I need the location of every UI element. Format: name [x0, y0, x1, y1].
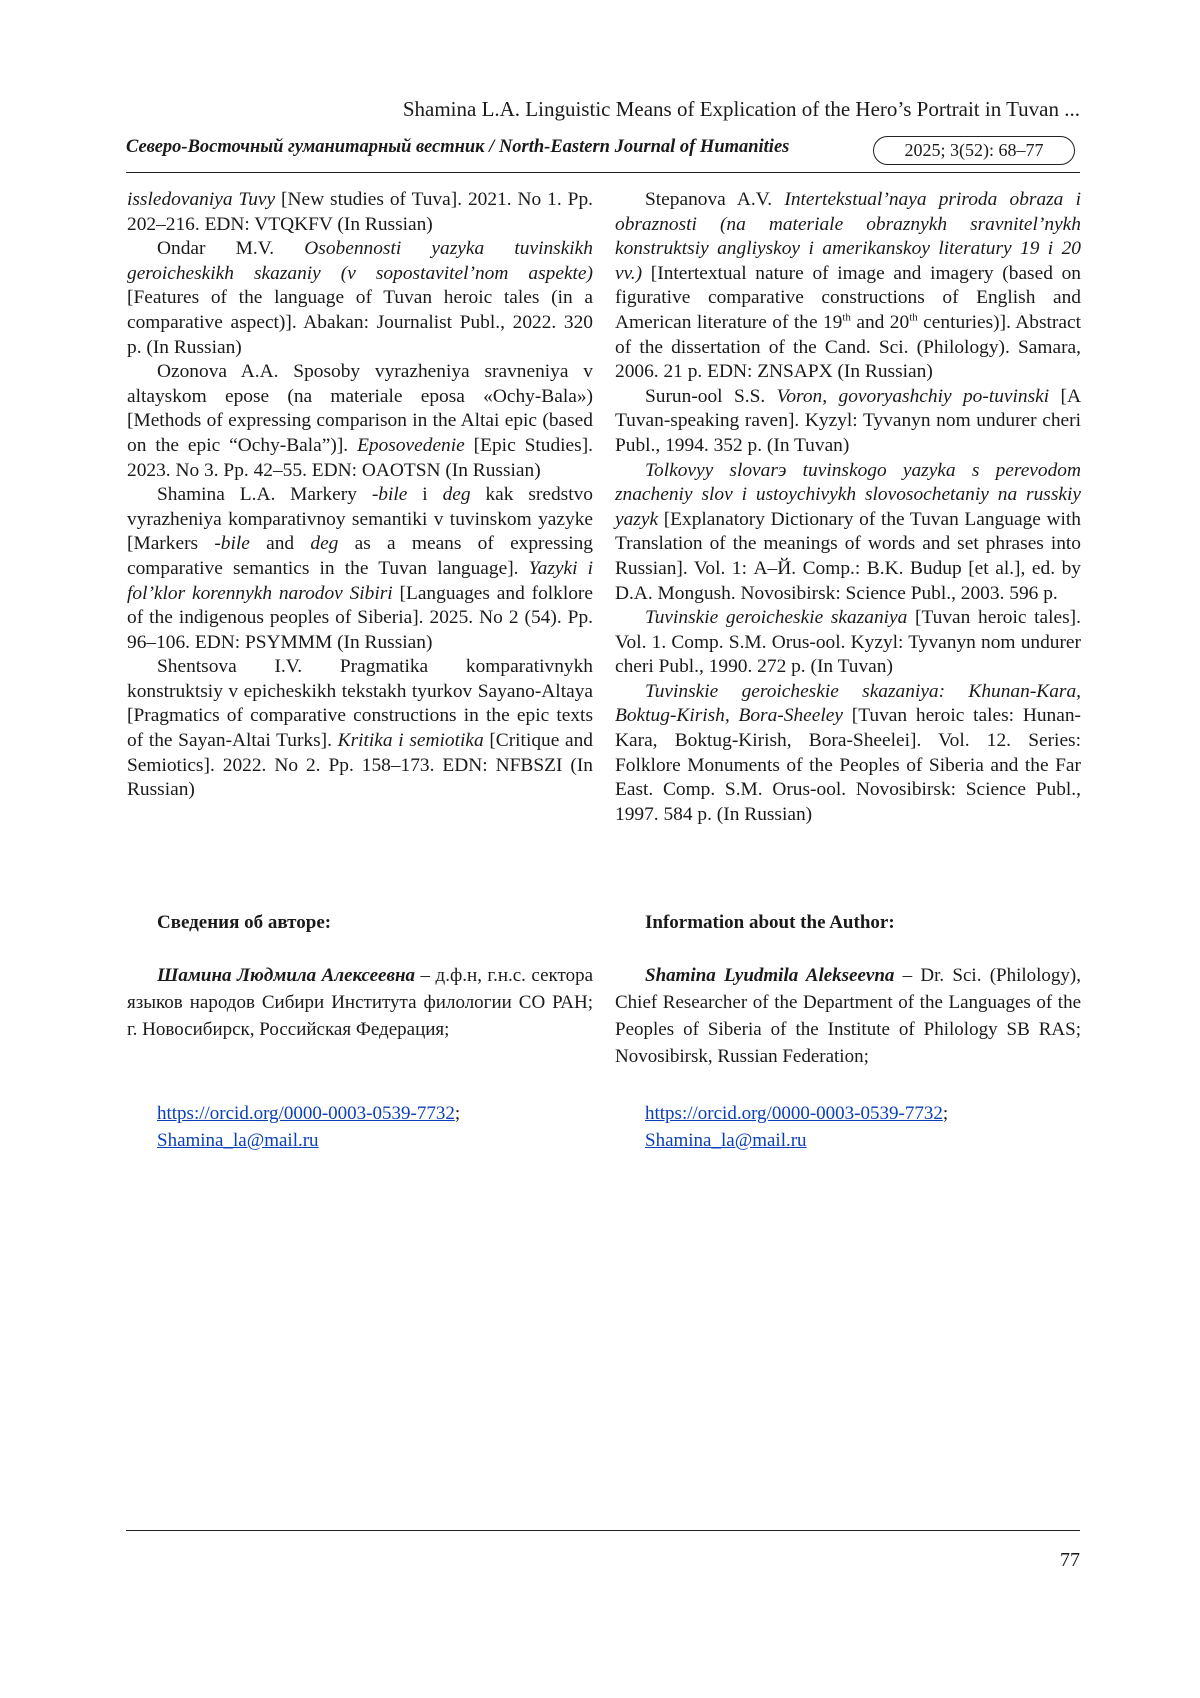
references-right-column	[615, 188, 1081, 827]
header-divider	[126, 172, 1080, 173]
orcid-link[interactable]: https://orcid.org/0000-0003-0539-7732	[157, 1103, 455, 1124]
references-left-column	[127, 188, 593, 803]
author-links-ru: https://orcid.org/0000-0003-0539-7732; Shamina_la@mail.ru	[157, 1103, 461, 1151]
issue-badge: 2025; 3(52): 68–77	[873, 136, 1075, 165]
author-heading-en: Information about the Author:	[645, 912, 895, 933]
reference-item: Tuvinskie geroicheskie skazaniya: Khunan-Kara, Boktug-Kirish, Bora-Sheeley [Tuvan heroic tales: Hunan-Kara, Boktug-Kirish, Bora-Sheelei]. Vol. 12. Series: Folklore Monuments of the Peoples of Siberia and the Far East. Comp. S.M. Orus-ool. Novosibirsk: Science Publ., 1997. 584 p. (In Russian)	[615, 680, 1081, 825]
author-info-ru: Шамина Людмила Алексеевна – д.ф.н, г.н.с. сектора языков народов Сибири Института филологии СО РАН; г. Новосибирск, Российская Федерация;	[127, 965, 593, 1040]
reference-item: Shentsova I.V. Pragmatika komparativnykh konstruktsiy v epicheskikh tekstakh tyurkov Sayano-Altaya [Pragmatics of comparative constructions in the epic texts of the Sayan-Altai Turks]. Kritika i semiotika [Critique and Semiotics]. 2022. No 2. Pp. 158–173. EDN: NFBSZI (In Russian)	[127, 656, 594, 801]
reference-item: Tuvinskie geroicheskie skazaniya [Tuvan heroic tales]. Vol. 1. Comp. S.M. Orus-ool. Kyzyl: Tyvanyn nom undurer cheri Publ., 1990. 272 p. (In Tuvan)	[615, 607, 1081, 678]
journal-title: Северо-Восточный гуманитарный вестник / North-Eastern Journal of Humanities	[126, 137, 790, 157]
reference-item: Ozonova A.A. Sposoby vyrazheniya sravneniya v altayskom epose (na materiale eposa «Ochy-Bala») [Methods of expressing comparison in the Altai epic (based on the epic “Ochy-Bala”)]. Eposovedenie [Epic Studies]. 2023. No 3. Pp. 42–55. EDN: OAOTSN (In Russian)	[127, 361, 594, 481]
email-link[interactable]: Shamina_la@mail.ru	[157, 1130, 319, 1151]
orcid-link[interactable]: https://orcid.org/0000-0003-0539-7732	[645, 1103, 943, 1124]
reference-item: issledovaniya Tuvy [New studies of Tuva]. 2021. No 1. Pp. 202–216. EDN: VTQKFV (In Russian)	[127, 189, 593, 235]
footer-divider	[126, 1530, 1080, 1531]
reference-item: Tolkovyy slovarэ tuvinskogo yazyka s perevodom znacheniy slov i ustoychivykh slovosochetaniy na russkiy yazyk [Explanatory Dictionary of the Tuvan Language with Translation of the meanings of words and set phrases into Russian]. Vol. 1: А–Й. Comp.: B.K. Budup [et al.], ed. by D.A. Mongush. Novosibirsk: Science Publ., 2003. 596 p.	[615, 459, 1081, 604]
reference-item: Shamina L.A. Markery -bile i deg kak sredstvo vyrazheniya komparativnoy semantiki v tuvinskom yazyke [Markers -bile and deg as a means of expressing comparative semantics in the Tuvan language]. Yazyki i fol’klor korennykh narodov Sibiri [Languages and folklore of the indigenous peoples of Siberia]. 2025. No 2 (54). Pp. 96–106. EDN: PSYMMM (In Russian)	[127, 484, 593, 653]
author-info-en: Shamina Lyudmila Alekseevna – Dr. Sci. (Philology), Chief Researcher of the Department of the Languages of the Peoples of Siberia of the Institute of Philology SB RAS; Novosibirsk, Russian Federation;	[615, 965, 1082, 1067]
reference-item: Surun-ool S.S. Voron, govoryashchiy po-tuvinski [A Tuvan-speaking raven]. Kyzyl: Tyvanyn nom undurer cheri Publ., 1994. 352 p. (In Tuvan)	[615, 385, 1082, 456]
email-link[interactable]: Shamina_la@mail.ru	[645, 1130, 807, 1151]
running-title: Shamina L.A. Linguistic Means of Explication of the Hero’s Portrait in Tuvan ...	[402, 97, 1080, 121]
reference-item: Stepanova A.V. Intertekstual’naya priroda obraza i obraznosti (na materiale obraznykh sravnitel’nykh konstruktsiy angliyskoy i amerikanskoy literatury 19 i 20 vv.) [Intertextual nature of image and imagery (based on figurative comparative constructions of English and American literature of the 19th and 20th centuries)]. Abstract of the dissertation of the Cand. Sci. (Philology). Samara, 2006. 21 p. EDN: ZNSAPX (In Russian)	[615, 189, 1081, 383]
author-heading-ru: Сведения об авторе:	[157, 912, 332, 933]
author-links-en: https://orcid.org/0000-0003-0539-7732; Shamina_la@mail.ru	[645, 1103, 949, 1151]
reference-item: Ondar M.V. Osobennosti yazyka tuvinskikh geroicheskikh skazaniy (v sopostavitel’nom aspekte) [Features of the language of Tuvan heroic tales (in a comparative aspect)]. Abakan: Journalist Publ., 2022. 320 p. (In Russian)	[127, 238, 593, 358]
page-number: 77	[1060, 1549, 1080, 1571]
